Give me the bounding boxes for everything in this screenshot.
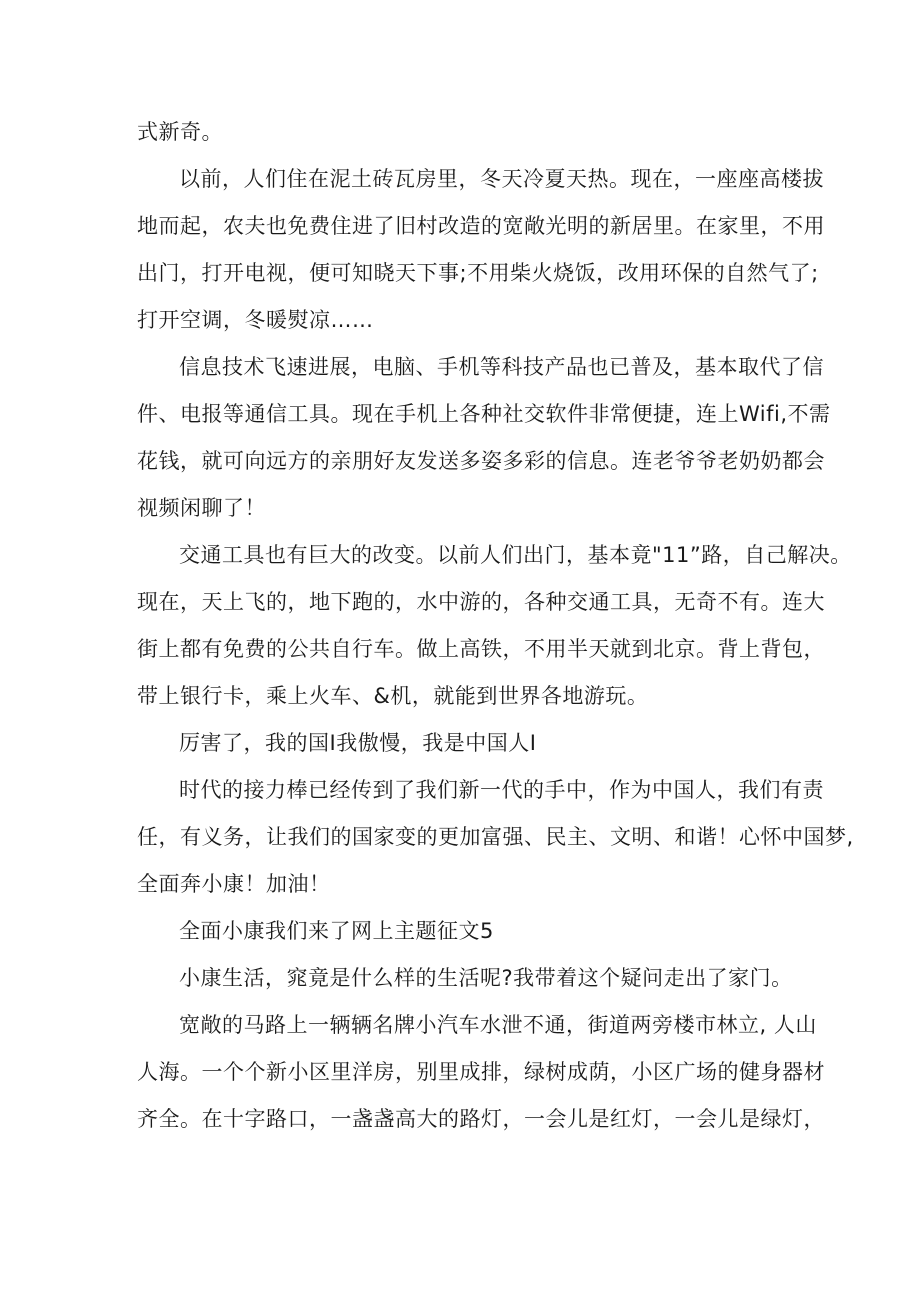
text-line: 式新奇。 (137, 120, 223, 144)
document-body (137, 109, 854, 1143)
text-line: 小康生活，窕竟是什么样的生活呢?我带着这个疑问走出了家门。 (179, 966, 793, 990)
text-line: 以前，人们住在泥土砖瓦房里，冬天冷夏天热。现在，一座座高楼拔 (179, 167, 824, 191)
paragraph (137, 109, 797, 156)
text-line: 全面小康我们来了网上主题征文5 (179, 919, 494, 943)
paragraph (137, 908, 797, 955)
paragraph (137, 720, 797, 767)
text-line: 时代的接力棒已经传到了我们新一代的手中，作为中国人，我们有责 (179, 778, 824, 802)
paragraph (137, 344, 831, 532)
text-line: 齐全。在十字路口，一盏盏高大的路灯，一会儿是红灯，一会儿是绿灯， (137, 1107, 825, 1131)
text-line: 件、电报等通信工具。现在手机上各种社交软件非常便捷，连上Wifi,不需 (137, 402, 831, 426)
paragraph (137, 767, 854, 908)
text-line: 视频闲聊了！ (137, 496, 266, 520)
text-line: 打开空调，冬暖熨凉…… (137, 308, 374, 332)
text-line: 花钱，就可向远方的亲朋好友发送多姿多彩的信息。连老爷爷老奶奶都会 (137, 449, 825, 473)
paragraph (137, 955, 797, 1002)
text-line: 带上银行卡，乘上火车、&机，就能到世界各地游玩。 (137, 684, 649, 708)
text-line: 交通工具也有巨大的改变。以前人们出门，基本竟"11”路，自己解决。 (179, 543, 852, 567)
paragraph (137, 532, 852, 720)
paragraph (137, 1002, 825, 1143)
text-line: 地而起，农夫也免费住进了旧村改造的宽敞光明的新居里。在家里，不用 (137, 214, 825, 238)
text-line: 宽敞的马路上一辆辆名牌小汽车水泄不通，街道两旁楼市林立, 人山 (179, 1013, 817, 1037)
paragraph (137, 156, 825, 344)
text-line: 街上都有免费的公共自行车。做上高铁，不用半天就到北京。背上背包， (137, 637, 825, 661)
text-line: 信息技术飞速进展，电脑、手机等科技产品也已普及，基本取代了信 (179, 355, 824, 379)
text-line: 全面奔小康！加油！ (137, 872, 331, 896)
text-line: 人海。一个个新小区里洋房，别里成排，绿树成荫，小区广场的健身器材 (137, 1060, 825, 1084)
text-line: 现在，天上飞的，地下跑的，水中游的，各种交通工具，无奇不有。连大 (137, 590, 825, 614)
text-line: 任，有义务，让我们的国家变的更加富强、民主、文明、和谐！心怀中国梦, (137, 825, 854, 849)
text-line: 出门，打开电视，便可知晓天下事;不用柴火烧饭，改用环保的自然气了; (137, 261, 819, 285)
text-line: 厉害了，我的国I我傲慢，我是中国人I (179, 731, 537, 755)
